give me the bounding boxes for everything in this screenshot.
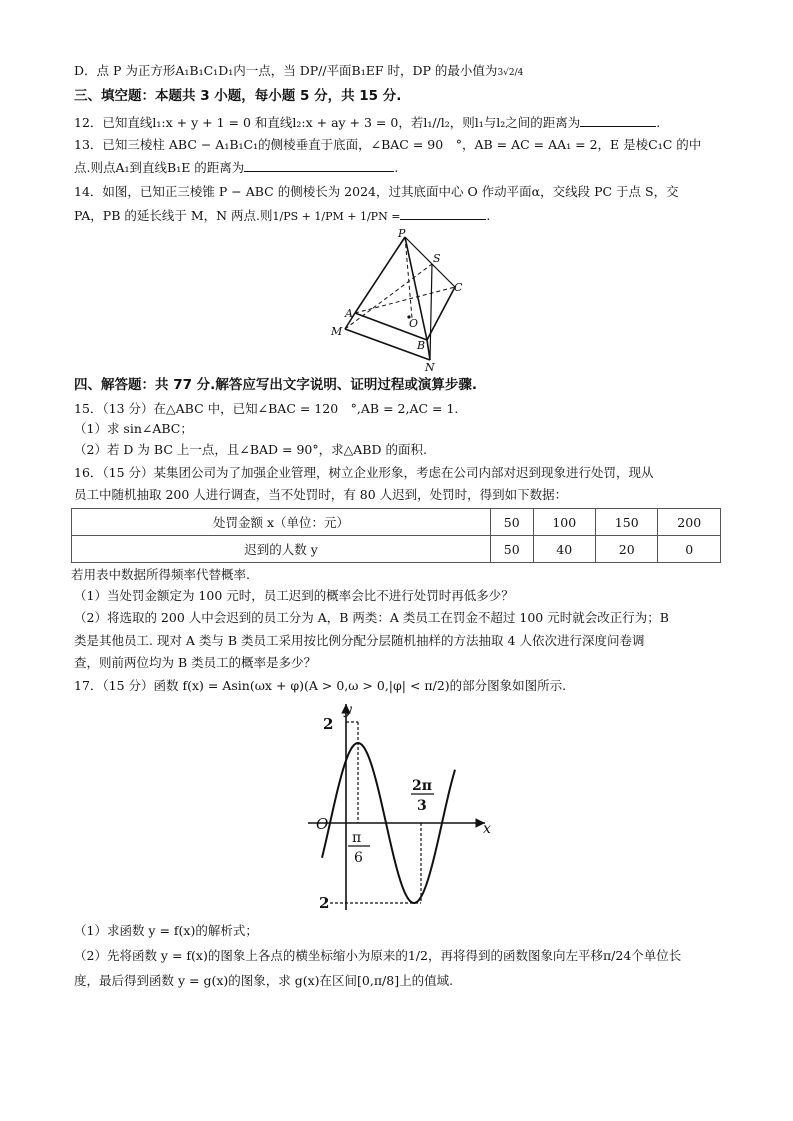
edge-PC [405, 237, 455, 287]
table-cell: 100 [533, 509, 595, 536]
question-17-part-1: （1）求函数 y = f(x)的解析式； [74, 923, 258, 938]
q11-option-d-text: D．点 P 为正方形A₁B₁C₁D₁内一点，当 DP//平面B₁EF 时，DP 的最小值为 [74, 63, 498, 78]
question-15-part-2: （2）若 D 为 BC 上一点，且∠BAD = 90°，求△ABD 的面积. [74, 442, 427, 457]
q11-option-d-value: 3√2/4 [497, 68, 524, 78]
penalty-data-table [71, 508, 721, 563]
table-cell: 50 [491, 536, 534, 563]
edge-PO-hidden [405, 237, 412, 318]
table-cell: 0 [658, 536, 721, 563]
section-4-heading: 四、解答题：共 77 分.解答应写出文字说明、证明过程或演算步骤. [74, 377, 477, 393]
y-max-label: 2 [323, 715, 334, 733]
question-14: PA，PB 的延长线于 M，N 两点.则1/PS + 1/PM + 1/PN = . [74, 208, 491, 223]
question-17-part-2a: （2）先将函数 y = f(x)的图象上各点的横坐标缩小为原来的1/2，再将得到的函数图象向左平移π/24个单位长 [74, 948, 682, 963]
tick-2pi-3-numerator: 2π [412, 778, 432, 794]
question-17-line-1: 17．（15 分）函数 f(x) = Asin(ωx + φ)(A > 0,ω > 0,|φ| < π/2)的部分图象如图所示. [74, 678, 567, 693]
question-14-line-1: 14．如图，已知正三棱锥 P − ABC 的侧棱长为 2024，过其底面中心 O 作动平面α，交线段 PC 于点 S，交 [74, 184, 679, 199]
question-16-part-2b: 类是其他员工. 现对 A 类与 B 类员工采用按比例分配分层随机抽样的方法抽取 4 人依次进行深度问卷调 [74, 633, 645, 648]
table-row [72, 536, 721, 563]
question-16-line-2: 员工中随机抽取 200 人进行调查，当不处罚时，有 80 人迟到，处罚时，得到如下数据： [74, 487, 568, 502]
question-12: 12．已知直线l₁:x + y + 1 = 0 和直线l₂:x + ay + 3 = 0，若l₁//l₂，则l₁与l₂之间的距离为 . [74, 115, 661, 130]
answer-blank-13[interactable] [244, 158, 394, 172]
tick-pi-6-denominator: 6 [354, 850, 363, 866]
label-P: P [398, 227, 406, 240]
tick-2pi-3-denominator: 3 [417, 798, 427, 814]
label-B: B [417, 339, 426, 352]
question-15-line-1: 15．（13 分）在△ABC 中，已知∠BAC = 120 °,AB = 2,AC = 1. [74, 401, 459, 416]
question-16-part-2c: 查，则前两位均为 B 类员工的概率是多少？ [74, 655, 317, 670]
section-3-heading: 三、填空题：本题共 3 小题，每小题 5 分，共 15 分. [74, 88, 402, 104]
table-header-late-count: 迟到的人数 y [72, 536, 491, 563]
question-14-line-2: PA，PB 的延长线于 M，N 两点.则 [74, 208, 273, 223]
table-cell: 40 [533, 536, 595, 563]
label-A: A [345, 307, 353, 320]
question-17-part-2b: 度，最后得到函数 y = g(x)的图象，求 g(x)在区间[0,π/8]上的值域. [74, 973, 454, 988]
origin-label: O [316, 815, 329, 833]
table-cell: 50 [491, 509, 534, 536]
question-14-formula: 1/PS + 1/PM + 1/PN = [272, 210, 401, 223]
y-axis-label: y [344, 702, 352, 718]
question-16-part-2a: （2）将选取的 200 人中会迟到的员工分为 A，B 两类：A 类员工在罚金不超过 100 元时就会改正行为；B [74, 610, 669, 625]
table-cell: 150 [595, 509, 657, 536]
answer-blank-12[interactable] [580, 113, 656, 127]
question-16-line-1: 16．（15 分）某集团公司为了加强企业管理，树立企业形象，考虑在公司内部对迟到现象进行处罚，现从 [74, 465, 654, 480]
tick-pi-6-numerator: π [352, 830, 362, 846]
question-13: 点.则点A₁到直线B₁E 的距离为 . [74, 160, 399, 175]
table-cell: 20 [595, 536, 657, 563]
label-O: O [409, 317, 419, 330]
question-13-line-1: 13．已知三棱柱 ABC − A₁B₁C₁的侧棱垂直于底面，∠BAC = 90 °，AB = AC = AA₁ = 2，E 是棱C₁C 的中 [74, 137, 702, 152]
pyramid-figure [325, 225, 475, 375]
question-16-note: 若用表中数据所得频率代替概率. [71, 567, 250, 582]
label-N: N [425, 361, 435, 374]
sine-graph-figure [300, 696, 500, 910]
label-M: M [331, 325, 343, 338]
y-min-label: 2 [319, 894, 330, 910]
table-cell: 200 [658, 509, 721, 536]
table-row [72, 509, 721, 536]
question-16-part-1: （1）当处罚金额定为 100 元时，员工迟到的概率会比不进行处罚时再低多少？ [74, 588, 514, 603]
label-C: C [454, 281, 463, 294]
question-12-text: 12．已知直线l₁:x + y + 1 = 0 和直线l₂:x + ay + 3 = 0，若l₁//l₂，则l₁与l₂之间的距离为 [74, 115, 581, 130]
x-axis-label: x [483, 821, 491, 837]
question-13-line-2: 点.则点A₁到直线B₁E 的距离为 [74, 160, 245, 175]
question-15-part-1: （1）求 sin∠ABC； [74, 421, 193, 436]
answer-blank-14[interactable] [400, 206, 486, 220]
label-S: S [433, 252, 441, 265]
table-header-penalty: 处罚金额 x（单位：元） [72, 509, 491, 536]
edge-SN [430, 264, 432, 360]
q11-option-d [74, 62, 523, 82]
